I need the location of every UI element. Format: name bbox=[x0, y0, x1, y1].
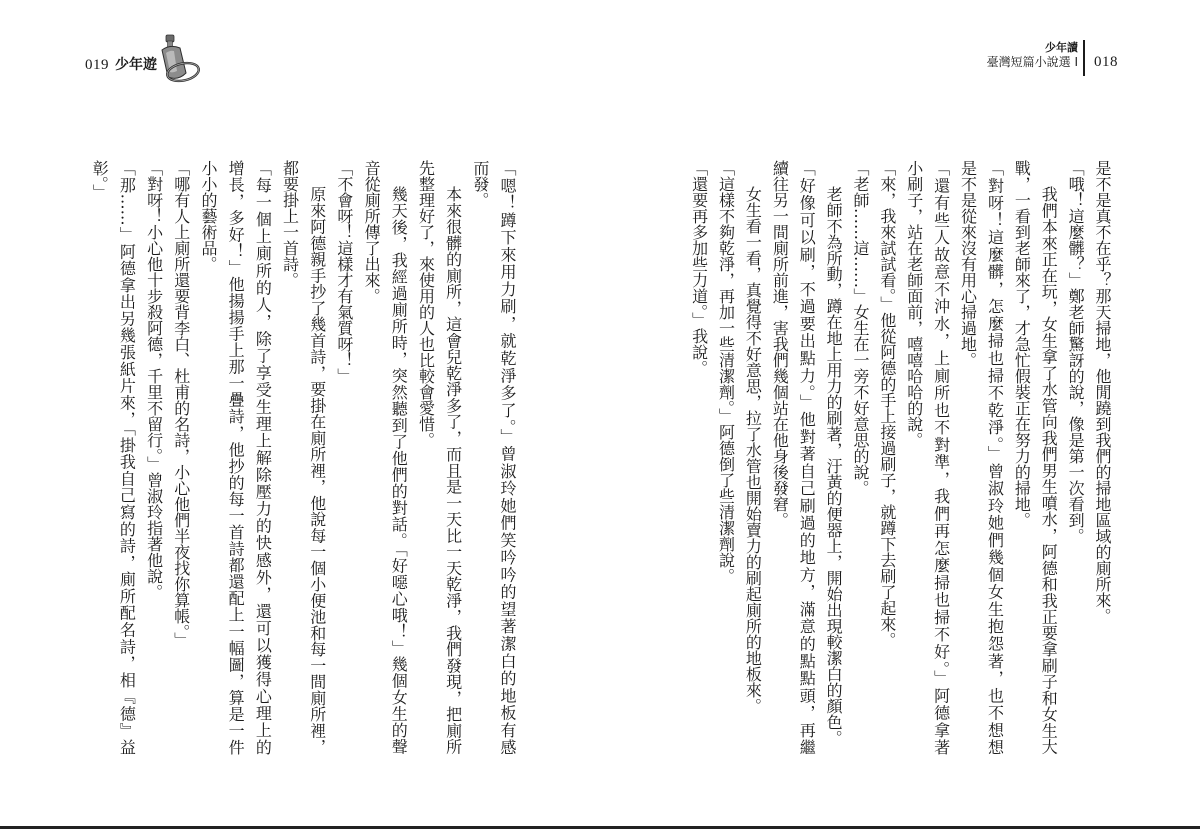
page-number: 018 bbox=[1094, 54, 1118, 70]
page-number: 019 bbox=[85, 57, 109, 73]
bottom-rule bbox=[0, 826, 1200, 829]
running-title: 少年遊 bbox=[115, 57, 157, 73]
left-page-text bbox=[85, 160, 521, 755]
text-column: 「還有些人故意不沖水，上廁所也不對準，我們再怎麼掃也掃不好。」阿德拿著 bbox=[931, 160, 951, 755]
text-column: 是不是從來沒有用心掃過地。 bbox=[958, 160, 978, 368]
text-column: 老師不為所動，蹲在地上用力的刷著，汙黃的便器上，開始出現較潔白的顏色。 bbox=[824, 186, 844, 747]
text-column: 「不會呀！這樣才有氣質呀！」 bbox=[334, 160, 354, 384]
right-page-text bbox=[685, 160, 1116, 755]
header-divider bbox=[1083, 40, 1085, 76]
text-column: 本來很髒的廁所，這會兒乾淨多了，而且是一天比一天乾淨，我們發現，把廁所 bbox=[443, 186, 463, 755]
text-column: 「哪有人上廁所還要背李白、杜甫的名詩，小心他們半夜找你算帳。」 bbox=[171, 160, 191, 648]
text-column: 是不是真不在乎？那天掃地，他閒蹺到我們的掃地區域的廁所來。 bbox=[1093, 160, 1112, 624]
text-column: 「老師……這……」女生在一旁不好意思的說。 bbox=[850, 160, 870, 496]
text-column: 先整理好了，來使用的人也比較會愛惜。 bbox=[416, 160, 436, 448]
text-column: 增長，多好！」他揚揚手上那一疊詩，他抄的每一首詩都還配上一幅圖，算是一件 bbox=[226, 160, 246, 755]
left-page-header bbox=[85, 54, 157, 74]
book-title: 臺灣短篇小說選 I bbox=[986, 54, 1078, 69]
right-page-header bbox=[987, 41, 1078, 70]
text-column: 戰，一看到老師來了，才急忙假裝正在努力的掃地。 bbox=[1012, 160, 1032, 528]
text-column: 原來阿德親手抄了幾首詩，要掛在廁所裡，他說每一個小便池和每一間廁所裡， bbox=[307, 186, 327, 755]
text-column: 而發。 bbox=[470, 160, 490, 208]
text-column: 「好像可以刷，不過要出點力。」他對著自己刷過的地方，滿意的點點頭，再繼 bbox=[797, 160, 817, 755]
text-column: 小刷子，站在老師面前，嘻嘻哈哈的說。 bbox=[904, 160, 924, 448]
text-column: 幾天後，我經過廁所時，突然聽到了他們的對話。「好噁心哦！」幾個女生的聲 bbox=[389, 186, 409, 755]
text-column: 我們本來正在玩，女生拿了水管向我們男生噴水，阿德和我正要拿刷子和女生大 bbox=[1039, 186, 1059, 755]
text-column: 「這樣不夠乾淨，再加一些清潔劑。」阿德倒了些清潔劑說。 bbox=[716, 160, 736, 584]
text-column: 都要掛上一首詩。 bbox=[280, 160, 300, 288]
text-column: 「那……」阿德拿出另幾張紙片來，「掛我自己寫的詩，廁所配名詩，相『德』益 bbox=[117, 160, 137, 755]
text-column: 「還要再多加些力道。」我說。 bbox=[689, 160, 709, 376]
kettle-icon bbox=[156, 33, 202, 85]
text-column: 音從廁所傳了出來。 bbox=[362, 160, 382, 304]
text-column: 「對呀！小心他十步殺阿德，千里不留行。」曾淑玲指著他說。 bbox=[144, 160, 164, 600]
text-column: 小小的藝術品。 bbox=[198, 160, 218, 272]
series-title: 少年讀 bbox=[1045, 41, 1078, 54]
text-column: 女生看一看，真覺得不好意思，拉了水管也開始賣力的刷起廁所的地板來。 bbox=[743, 186, 763, 715]
text-column: 「嗯！蹲下來用力刷，就乾淨多了。」曾淑玲她們笑吟吟的望著潔白的地板有感 bbox=[498, 160, 517, 755]
text-column: 續往另一間廁所前進，害我們幾個站在他身後發窘。 bbox=[770, 160, 790, 528]
text-column: 彰。」 bbox=[90, 160, 110, 200]
text-column: 「哦！這麼髒？」鄭老師驚訝的說，像是第一次看到。 bbox=[1066, 160, 1086, 544]
text-column: 「對呀！這麼髒，怎麼掃也掃不乾淨。」曾淑玲她們幾個女生抱怨著，也不想想 bbox=[985, 160, 1005, 755]
text-column: 「來，我來試試看。」他從阿德的手上接過刷子，就蹲下去刷了起來。 bbox=[877, 160, 897, 648]
text-column: 「每一個上廁所的人，除了享受生理上解除壓力的快感外，還可以獲得心理上的 bbox=[253, 160, 273, 755]
